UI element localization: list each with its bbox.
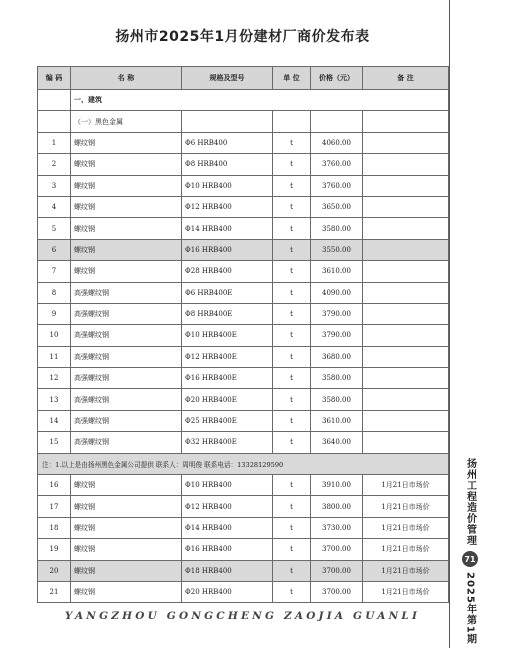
cell-code: 20 xyxy=(38,560,71,581)
issue-vertical: 2025年第1期 xyxy=(464,572,476,645)
cell-spec: Φ28 HRB400 xyxy=(182,261,273,282)
price-table xyxy=(37,66,449,603)
cell-unit: t xyxy=(273,303,311,324)
cell-unit: t xyxy=(273,496,311,517)
table-row xyxy=(38,346,449,367)
cell-name: 螺纹钢 xyxy=(71,154,182,175)
cell-remark xyxy=(363,218,449,239)
table-row xyxy=(38,410,449,431)
cell-spec: Φ6 HRB400 xyxy=(182,132,273,153)
cell-remark: 1月21日市场价 xyxy=(363,517,449,538)
subsection-label: （一）黑色金属 xyxy=(71,111,182,132)
cell-code: 13 xyxy=(38,389,71,410)
page-title: 扬州市2025年1月份建材厂商价发布表 xyxy=(115,29,370,45)
cell-spec: Φ25 HRB400E xyxy=(182,410,273,431)
table-row xyxy=(38,303,449,324)
cell-name: 高强螺纹钢 xyxy=(71,325,182,346)
table-row xyxy=(38,560,449,581)
cell-remark xyxy=(363,368,449,389)
cell-price: 3580.00 xyxy=(311,389,363,410)
cell-spec: Φ18 HRB400 xyxy=(182,560,273,581)
cell-remark xyxy=(363,282,449,303)
cell-spec: Φ20 HRB400 xyxy=(182,581,273,602)
cell-remark xyxy=(363,239,449,260)
cell-name: 螺纹钢 xyxy=(71,496,182,517)
cell-name: 螺纹钢 xyxy=(71,261,182,282)
cell-spec: Φ16 HRB400E xyxy=(182,368,273,389)
cell-name: 高强螺纹钢 xyxy=(71,303,182,324)
cell-code: 21 xyxy=(38,581,71,602)
table-row xyxy=(38,154,449,175)
cell-code: 5 xyxy=(38,218,71,239)
cell-spec: Φ32 HRB400E xyxy=(182,432,273,453)
cell-name: 螺纹钢 xyxy=(71,581,182,602)
cell-unit: t xyxy=(273,346,311,367)
cell-name: 螺纹钢 xyxy=(71,539,182,560)
table-row xyxy=(38,475,449,496)
cell-price: 3700.00 xyxy=(311,560,363,581)
header-price: 价格（元） xyxy=(311,67,363,90)
cell-spec: Φ12 HRB400 xyxy=(182,196,273,217)
cell-price: 3760.00 xyxy=(311,154,363,175)
cell-code: 1 xyxy=(38,132,71,153)
cell-price: 3610.00 xyxy=(311,410,363,431)
cell-name: 螺纹钢 xyxy=(71,218,182,239)
side-divider xyxy=(449,0,450,648)
cell-remark: 1月21日市场价 xyxy=(363,475,449,496)
cell-unit: t xyxy=(273,560,311,581)
cell-price: 3580.00 xyxy=(311,218,363,239)
cell-name: 螺纹钢 xyxy=(71,560,182,581)
cell-remark xyxy=(363,261,449,282)
cell-unit: t xyxy=(273,175,311,196)
cell-remark xyxy=(363,175,449,196)
table-row xyxy=(38,175,449,196)
header-name: 名 称 xyxy=(71,67,182,90)
cell-spec: Φ12 HRB400E xyxy=(182,346,273,367)
cell-code: 18 xyxy=(38,517,71,538)
cell-price: 3640.00 xyxy=(311,432,363,453)
cell-unit: t xyxy=(273,239,311,260)
cell-unit: t xyxy=(273,218,311,239)
section-row xyxy=(38,90,449,111)
cell-code: 19 xyxy=(38,539,71,560)
cell-remark xyxy=(363,196,449,217)
table-row xyxy=(38,432,449,453)
table-row xyxy=(38,496,449,517)
cell-code: 3 xyxy=(38,175,71,196)
header-unit: 单 位 xyxy=(273,67,311,90)
table-row xyxy=(38,539,449,560)
cell-unit: t xyxy=(273,410,311,431)
cell-price: 3910.00 xyxy=(311,475,363,496)
cell-price: 3760.00 xyxy=(311,175,363,196)
cell-code: 10 xyxy=(38,325,71,346)
header-spec: 规格及型号 xyxy=(182,67,273,90)
cell-name: 螺纹钢 xyxy=(71,475,182,496)
cell-spec: Φ8 HRB400E xyxy=(182,303,273,324)
header-code: 编 码 xyxy=(38,67,71,90)
journal-pinyin-footer: YANGZHOU GONGCHENG ZAOJIA GUANLI xyxy=(64,610,421,622)
table-row xyxy=(38,261,449,282)
cell-name: 高强螺纹钢 xyxy=(71,346,182,367)
cell-price: 3650.00 xyxy=(311,196,363,217)
cell-unit: t xyxy=(273,432,311,453)
cell-price: 3700.00 xyxy=(311,539,363,560)
cell-price: 3790.00 xyxy=(311,303,363,324)
cell-unit: t xyxy=(273,389,311,410)
cell-price: 3790.00 xyxy=(311,325,363,346)
table-row xyxy=(38,581,449,602)
table-row xyxy=(38,389,449,410)
cell-remark: 1月21日市场价 xyxy=(363,560,449,581)
cell-name: 高强螺纹钢 xyxy=(71,368,182,389)
table-row xyxy=(38,517,449,538)
cell-name: 螺纹钢 xyxy=(71,175,182,196)
cell-price: 3730.00 xyxy=(311,517,363,538)
page-number-badge: 71 xyxy=(462,551,478,567)
cell-price: 3580.00 xyxy=(311,368,363,389)
cell-unit: t xyxy=(273,325,311,346)
journal-name-vertical: 扬州工程造价管理 xyxy=(464,458,476,546)
table-row xyxy=(38,325,449,346)
cell-remark xyxy=(363,410,449,431)
cell-name: 螺纹钢 xyxy=(71,132,182,153)
table-header-row xyxy=(38,67,449,90)
cell-name: 螺纹钢 xyxy=(71,196,182,217)
subsection-row xyxy=(38,111,449,132)
cell-spec: Φ10 HRB400 xyxy=(182,175,273,196)
cell-remark: 1月21日市场价 xyxy=(363,539,449,560)
cell-remark: 1月21日市场价 xyxy=(363,496,449,517)
cell-name: 高强螺纹钢 xyxy=(71,389,182,410)
cell-spec: Φ10 HRB400E xyxy=(182,325,273,346)
cell-remark xyxy=(363,346,449,367)
cell-unit: t xyxy=(273,132,311,153)
cell-name: 高强螺纹钢 xyxy=(71,282,182,303)
table-row xyxy=(38,132,449,153)
cell-price: 3700.00 xyxy=(311,581,363,602)
cell-unit: t xyxy=(273,154,311,175)
cell-spec: Φ14 HRB400 xyxy=(182,218,273,239)
cell-name: 高强螺纹钢 xyxy=(71,410,182,431)
cell-price: 3610.00 xyxy=(311,261,363,282)
table-row xyxy=(38,196,449,217)
cell-price: 4060.00 xyxy=(311,132,363,153)
cell-code: 14 xyxy=(38,410,71,431)
cell-code: 8 xyxy=(38,282,71,303)
cell-unit: t xyxy=(273,368,311,389)
cell-code: 12 xyxy=(38,368,71,389)
header-remark: 备 注 xyxy=(363,67,449,90)
cell-name: 螺纹钢 xyxy=(71,517,182,538)
cell-code: 17 xyxy=(38,496,71,517)
cell-code: 7 xyxy=(38,261,71,282)
cell-price: 3550.00 xyxy=(311,239,363,260)
cell-spec: Φ10 HRB400 xyxy=(182,475,273,496)
cell-remark xyxy=(363,325,449,346)
cell-spec: Φ16 HRB400 xyxy=(182,539,273,560)
cell-remark xyxy=(363,303,449,324)
cell-spec: Φ8 HRB400 xyxy=(182,154,273,175)
cell-name: 螺纹钢 xyxy=(71,239,182,260)
cell-name: 高强螺纹钢 xyxy=(71,432,182,453)
cell-price: 4090.00 xyxy=(311,282,363,303)
note-text: 注：1.以上是由扬州黑色金属公司提供 联系人：周明俊 联系电话：13328129590 xyxy=(38,453,449,474)
cell-price: 3680.00 xyxy=(311,346,363,367)
cell-unit: t xyxy=(273,261,311,282)
cell-unit: t xyxy=(273,517,311,538)
cell-remark xyxy=(363,154,449,175)
cell-code: 11 xyxy=(38,346,71,367)
cell-code: 9 xyxy=(38,303,71,324)
cell-spec: Φ14 HRB400 xyxy=(182,517,273,538)
side-strip xyxy=(459,458,481,645)
cell-remark xyxy=(363,132,449,153)
cell-code: 15 xyxy=(38,432,71,453)
section-main-label: 一、建筑 xyxy=(71,90,449,111)
cell-remark xyxy=(363,389,449,410)
cell-remark xyxy=(363,432,449,453)
cell-remark: 1月21日市场价 xyxy=(363,581,449,602)
table-row xyxy=(38,239,449,260)
table-row xyxy=(38,368,449,389)
cell-price: 3800.00 xyxy=(311,496,363,517)
note-row xyxy=(38,453,449,474)
cell-unit: t xyxy=(273,475,311,496)
cell-unit: t xyxy=(273,196,311,217)
table-row xyxy=(38,218,449,239)
cell-spec: Φ20 HRB400E xyxy=(182,389,273,410)
cell-code: 4 xyxy=(38,196,71,217)
table-row xyxy=(38,282,449,303)
cell-spec: Φ16 HRB400 xyxy=(182,239,273,260)
cell-unit: t xyxy=(273,581,311,602)
cell-code: 2 xyxy=(38,154,71,175)
cell-spec: Φ6 HRB400E xyxy=(182,282,273,303)
cell-unit: t xyxy=(273,539,311,560)
cell-spec: Φ12 HRB400 xyxy=(182,496,273,517)
cell-code: 16 xyxy=(38,475,71,496)
cell-code: 6 xyxy=(38,239,71,260)
cell-unit: t xyxy=(273,282,311,303)
